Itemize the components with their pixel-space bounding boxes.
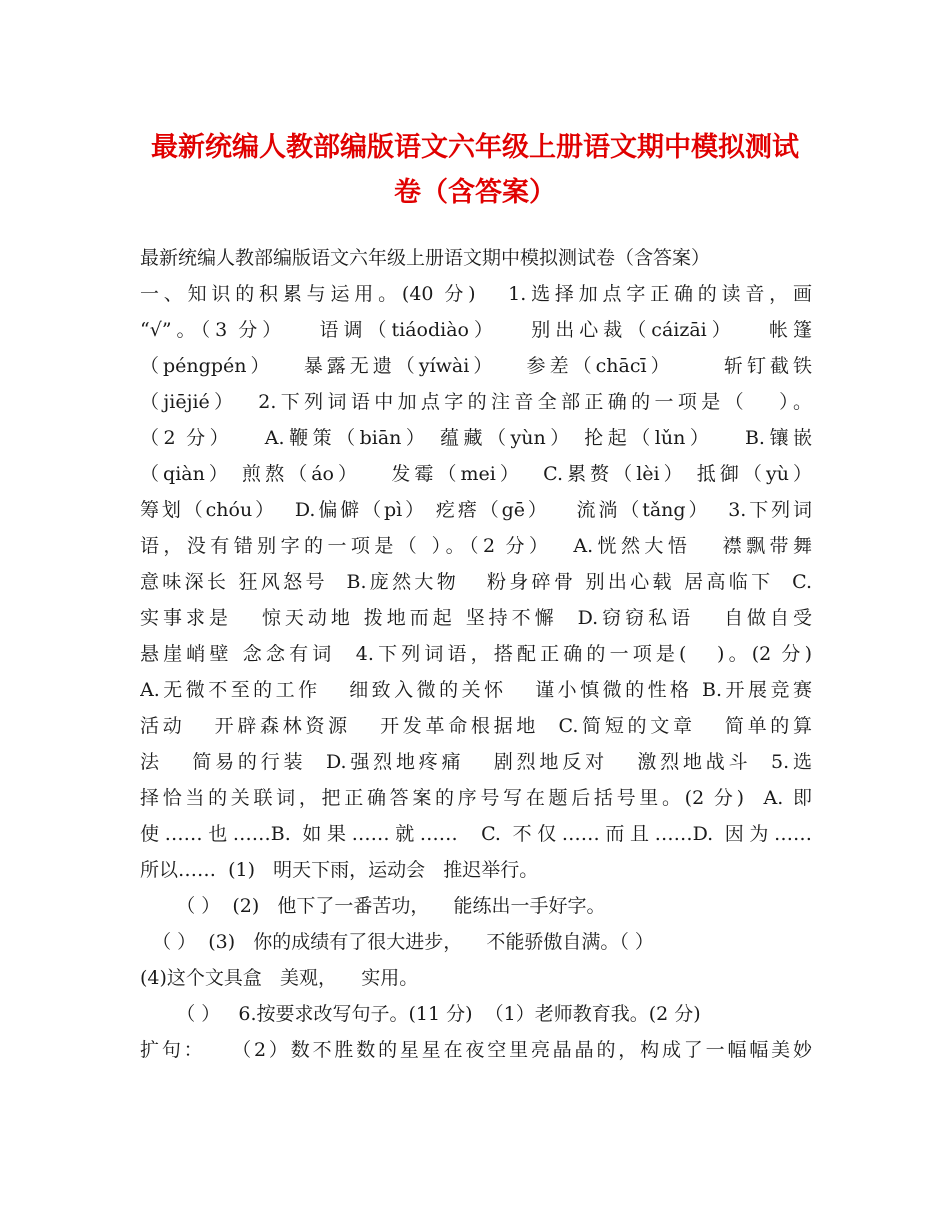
body-line-15: 法 简易的行装 D.强烈地疼痛 剧烈地反对 激烈地战斗 5.选 bbox=[140, 751, 812, 773]
document-title-line-1: 最新统编人教部编版语文六年级上册语文期中模拟测试 bbox=[151, 132, 799, 163]
body-line-3: “√”。（3 分） 语调（tiáodiào） 别出心裁（cáizāi） 帐篷 bbox=[140, 319, 812, 341]
body-line-5: （jiējié） 2.下列词语中加点字的注音全部正确的一项是（ ）。 bbox=[140, 391, 812, 413]
body-line-6: （2 分） A.鞭策（biān） 蕴藏（yùn） 抡起（lǔn） B.镶嵌 bbox=[140, 427, 812, 449]
body-line-18: 所以…… (1) 明天下雨，运动会 推迟举行。 bbox=[140, 859, 539, 881]
body-line-7: （qiàn） 煎熬（áo） 发霉（mei） C.累赘（lèi） 抵御（yù） bbox=[140, 463, 812, 485]
body-line-16: 择恰当的关联词，把正确答案的序号写在题后括号里。(2 分) A. 即 bbox=[140, 787, 812, 809]
body-line-1: 最新统编人教部编版语文六年级上册语文期中模拟测试卷（含答案） bbox=[140, 247, 711, 269]
body-line-20: （ ） (3) 你的成绩有了很大进步， 不能骄傲自满。（ ） bbox=[140, 931, 654, 953]
body-line-13: A.无微不至的工作 细致入微的关怀 谨小慎微的性格 B.开展竞赛 bbox=[140, 679, 812, 701]
body-line-17: 使……也……B. 如果……就…… C. 不仅……而且……D. 因为…… bbox=[140, 823, 812, 845]
body-line-9: 语，没有错别字的一项是（ ）。（2 分） A.恍然大悟 襟飘带舞 bbox=[140, 535, 812, 557]
body-line-21: (4)这个文具盒 美观， 实用。 bbox=[140, 967, 419, 989]
body-line-19: （ ） (2) 他下了一番苦功， 能练出一手好字。 bbox=[140, 895, 606, 917]
body-line-12: 悬崖峭壁 念念有词 4.下列词语，搭配正确的一项是( )。(2 分) bbox=[140, 643, 812, 665]
body-line-4: （péngpén） 暴露无遗（yíwài） 参差（chācī） 斩钉截铁 bbox=[140, 355, 812, 377]
document-title-line-2: 卷（含答案） bbox=[394, 177, 556, 208]
body-line-23: 扩句： （2）数不胜数的星星在夜空里亮晶晶的，构成了一幅幅美妙 bbox=[140, 1039, 812, 1061]
body-line-10: 意味深长 狂风怒号 B.庞然大物 粉身碎骨 别出心载 居高临下 C. bbox=[140, 571, 812, 593]
body-line-22: （ ） 6.按要求改写句子。(11 分) （1）老师教育我。(2 分) bbox=[140, 1003, 701, 1025]
body-line-11: 实事求是 惊天动地 拨地而起 坚持不懈 D.窃窃私语 自做自受 bbox=[140, 607, 812, 629]
body-line-8: 筹划（chóu） D.偏僻（pì） 疙瘩（gē） 流淌（tǎng） 3.下列词 bbox=[140, 499, 812, 521]
body-line-2: 一、知识的积累与运用。(40 分) 1.选择加点字正确的读音，画 bbox=[140, 283, 812, 305]
body-line-14: 活动 开辟森林资源 开发革命根据地 C.简短的文章 简单的算 bbox=[140, 715, 812, 737]
